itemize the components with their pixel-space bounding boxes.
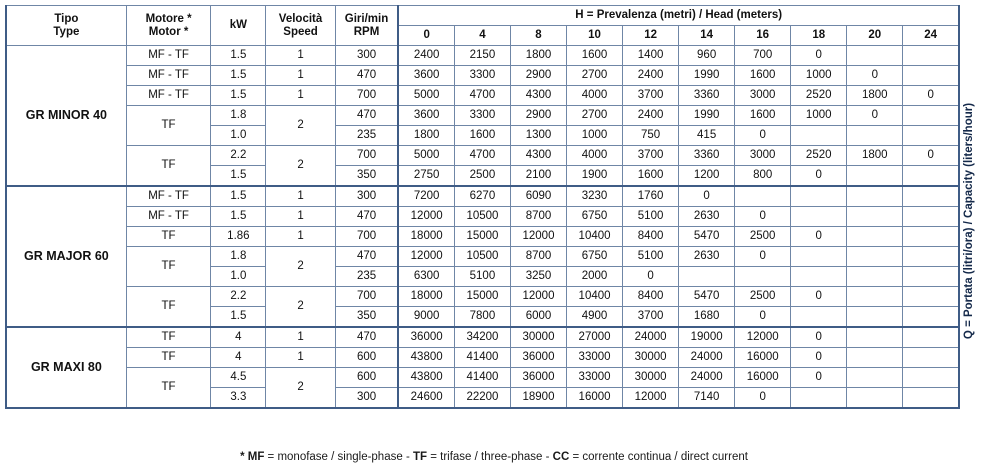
table-row	[6, 46, 959, 66]
rpm-value: 470	[335, 66, 398, 86]
flow-value: 10500	[454, 207, 510, 227]
flow-value	[903, 327, 959, 348]
header-head-4: 4	[454, 26, 510, 46]
flow-value: 12000	[398, 207, 454, 227]
flow-value: 5000	[398, 86, 454, 106]
flow-value: 33000	[567, 368, 623, 388]
flow-value: 0	[623, 267, 679, 287]
flow-value: 0	[735, 388, 791, 409]
flow-value: 1800	[510, 46, 566, 66]
flow-value: 1200	[679, 166, 735, 187]
flow-value	[847, 368, 903, 388]
flow-value: 27000	[567, 327, 623, 348]
motor-type: MF - TF	[126, 66, 211, 86]
flow-value: 4300	[510, 86, 566, 106]
flow-value: 2400	[398, 46, 454, 66]
flow-value	[847, 388, 903, 409]
flow-value	[903, 267, 959, 287]
flow-value: 10500	[454, 247, 510, 267]
flow-value: 0	[791, 166, 847, 187]
table-head	[6, 6, 959, 46]
kw-value: 1.86	[211, 227, 266, 247]
flow-value: 1600	[567, 46, 623, 66]
speed-value: 1	[266, 227, 335, 247]
flow-value	[791, 126, 847, 146]
header-type: Tipo Type	[6, 6, 126, 46]
flow-value: 3300	[454, 66, 510, 86]
kw-value: 1.5	[211, 166, 266, 187]
flow-value	[847, 186, 903, 207]
flow-value	[791, 388, 847, 409]
flow-value: 6750	[567, 207, 623, 227]
rpm-value: 700	[335, 227, 398, 247]
flow-value: 2000	[567, 267, 623, 287]
flow-value: 18000	[398, 287, 454, 307]
flow-value: 3000	[735, 146, 791, 166]
flow-value: 0	[735, 307, 791, 328]
flow-value: 0	[791, 287, 847, 307]
flow-value: 1900	[567, 166, 623, 187]
footnote-part: CC	[552, 451, 570, 463]
kw-value: 1.8	[211, 106, 266, 126]
flow-value: 1000	[791, 66, 847, 86]
flow-value: 7140	[679, 388, 735, 409]
kw-value: 1.5	[211, 307, 266, 328]
flow-value: 5100	[454, 267, 510, 287]
flow-value: 2900	[510, 106, 566, 126]
kw-value: 4.5	[211, 368, 266, 388]
header-motor: Motore * Motor *	[126, 6, 211, 46]
flow-value: 6270	[454, 186, 510, 207]
flow-value	[735, 186, 791, 207]
flow-value: 6750	[567, 247, 623, 267]
speed-value: 1	[266, 186, 335, 207]
header-head-group: H = Prevalenza (metri) / Head (meters)	[398, 6, 959, 26]
header-kw: kW	[211, 6, 266, 46]
flow-value: 1400	[623, 46, 679, 66]
flow-value: 36000	[398, 327, 454, 348]
rpm-value: 470	[335, 247, 398, 267]
rpm-value: 600	[335, 368, 398, 388]
rpm-value: 470	[335, 327, 398, 348]
motor-type: TF	[126, 106, 211, 146]
header-row-top	[6, 6, 959, 26]
pump-performance-table	[5, 5, 960, 409]
flow-value: 6090	[510, 186, 566, 207]
header-head-12: 12	[623, 26, 679, 46]
flow-value: 4700	[454, 86, 510, 106]
flow-value: 2700	[567, 66, 623, 86]
table-body	[6, 46, 959, 409]
flow-value: 33000	[567, 348, 623, 368]
flow-value: 15000	[454, 227, 510, 247]
flow-value	[847, 207, 903, 227]
flow-value: 8700	[510, 207, 566, 227]
flow-value	[847, 267, 903, 287]
flow-value: 34200	[454, 327, 510, 348]
flow-value: 15000	[454, 287, 510, 307]
table-row	[6, 287, 959, 307]
speed-value: 1	[266, 207, 335, 227]
flow-value	[903, 46, 959, 66]
flow-value	[847, 166, 903, 187]
flow-value: 7200	[398, 186, 454, 207]
flow-value: 12000	[510, 287, 566, 307]
spec-table-page	[0, 5, 988, 475]
flow-value	[679, 267, 735, 287]
group-name: GR MINOR 40	[6, 46, 126, 187]
rpm-value: 470	[335, 106, 398, 126]
flow-value: 1990	[679, 66, 735, 86]
motor-type: MF - TF	[126, 207, 211, 227]
table-row	[6, 348, 959, 368]
flow-value: 0	[791, 348, 847, 368]
flow-value: 0	[679, 186, 735, 207]
flow-value: 2500	[735, 227, 791, 247]
header-head-16: 16	[735, 26, 791, 46]
flow-value: 415	[679, 126, 735, 146]
kw-value: 4	[211, 348, 266, 368]
flow-value: 3000	[735, 86, 791, 106]
rpm-value: 700	[335, 287, 398, 307]
rpm-value: 350	[335, 166, 398, 187]
flow-value: 2750	[398, 166, 454, 187]
flow-value: 2150	[454, 46, 510, 66]
motor-type: TF	[126, 348, 211, 368]
footnote-part: * MF	[240, 451, 265, 463]
flow-value	[903, 348, 959, 368]
flow-value: 2100	[510, 166, 566, 187]
flow-value	[903, 106, 959, 126]
flow-value: 16000	[735, 368, 791, 388]
flow-value	[735, 267, 791, 287]
motor-type: TF	[126, 146, 211, 187]
flow-value: 2500	[454, 166, 510, 187]
flow-value: 9000	[398, 307, 454, 328]
flow-value: 800	[735, 166, 791, 187]
flow-value: 1990	[679, 106, 735, 126]
flow-value: 10400	[567, 227, 623, 247]
flow-value: 5100	[623, 207, 679, 227]
rpm-value: 300	[335, 186, 398, 207]
flow-value: 3230	[567, 186, 623, 207]
speed-value: 1	[266, 348, 335, 368]
flow-value: 0	[791, 46, 847, 66]
flow-value: 12000	[735, 327, 791, 348]
flow-value	[903, 368, 959, 388]
flow-value: 0	[791, 327, 847, 348]
table-row	[6, 86, 959, 106]
flow-value: 0	[735, 207, 791, 227]
flow-value: 12000	[623, 388, 679, 409]
motor-type: TF	[126, 368, 211, 409]
speed-value: 1	[266, 46, 335, 66]
flow-value	[847, 327, 903, 348]
flow-value	[791, 207, 847, 227]
flow-value	[847, 307, 903, 328]
table-row	[6, 146, 959, 166]
speed-value: 1	[266, 86, 335, 106]
flow-value: 4300	[510, 146, 566, 166]
flow-value	[847, 287, 903, 307]
kw-value: 1.5	[211, 66, 266, 86]
flow-value	[903, 247, 959, 267]
flow-value: 4000	[567, 146, 623, 166]
flow-value: 0	[847, 66, 903, 86]
kw-value: 1.5	[211, 207, 266, 227]
flow-value: 3250	[510, 267, 566, 287]
table-row	[6, 368, 959, 388]
group-name: GR MAXI 80	[6, 327, 126, 408]
flow-value: 6300	[398, 267, 454, 287]
flow-value	[847, 247, 903, 267]
flow-value: 1300	[510, 126, 566, 146]
flow-value: 5470	[679, 227, 735, 247]
flow-value	[791, 267, 847, 287]
flow-value	[903, 126, 959, 146]
flow-value: 2400	[623, 66, 679, 86]
kw-value: 1.8	[211, 247, 266, 267]
flow-value: 4000	[567, 86, 623, 106]
speed-value: 1	[266, 327, 335, 348]
flow-value: 5470	[679, 287, 735, 307]
flow-value: 41400	[454, 368, 510, 388]
flow-value: 3300	[454, 106, 510, 126]
flow-value	[791, 186, 847, 207]
flow-value	[903, 207, 959, 227]
motor-type: TF	[126, 327, 211, 348]
flow-value: 750	[623, 126, 679, 146]
flow-value: 6000	[510, 307, 566, 328]
table-row	[6, 66, 959, 86]
flow-value: 2630	[679, 247, 735, 267]
flow-value: 0	[847, 106, 903, 126]
flow-value: 1600	[735, 66, 791, 86]
flow-value	[903, 186, 959, 207]
flow-value: 1600	[623, 166, 679, 187]
flow-value	[903, 66, 959, 86]
flow-value: 3360	[679, 146, 735, 166]
header-rpm: Giri/min RPM	[335, 6, 398, 46]
flow-value: 2400	[623, 106, 679, 126]
kw-value: 2.2	[211, 146, 266, 166]
rpm-value: 470	[335, 207, 398, 227]
flow-value: 12000	[398, 247, 454, 267]
kw-value: 3.3	[211, 388, 266, 409]
flow-value: 1000	[791, 106, 847, 126]
kw-value: 1.0	[211, 126, 266, 146]
table-row	[6, 227, 959, 247]
flow-value: 24000	[623, 327, 679, 348]
rpm-value: 235	[335, 126, 398, 146]
flow-value: 22200	[454, 388, 510, 409]
motor-type: MF - TF	[126, 86, 211, 106]
flow-value	[847, 227, 903, 247]
flow-value: 0	[903, 86, 959, 106]
flow-value	[903, 307, 959, 328]
flow-value: 16000	[567, 388, 623, 409]
flow-value: 960	[679, 46, 735, 66]
kw-value: 1.0	[211, 267, 266, 287]
flow-value	[903, 287, 959, 307]
table-row	[6, 106, 959, 126]
flow-value	[903, 227, 959, 247]
flow-value: 0	[903, 146, 959, 166]
flow-value: 1800	[398, 126, 454, 146]
kw-value: 2.2	[211, 287, 266, 307]
header-head-10: 10	[567, 26, 623, 46]
flow-value: 36000	[510, 368, 566, 388]
flow-value: 1000	[567, 126, 623, 146]
header-head-18: 18	[791, 26, 847, 46]
header-head-0: 0	[398, 26, 454, 46]
flow-value	[903, 388, 959, 409]
header-head-14: 14	[679, 26, 735, 46]
rpm-value: 700	[335, 86, 398, 106]
motor-type: MF - TF	[126, 186, 211, 207]
flow-value: 8400	[623, 287, 679, 307]
footnote	[0, 451, 988, 463]
speed-value: 2	[266, 368, 335, 409]
flow-value: 10400	[567, 287, 623, 307]
flow-value: 4900	[567, 307, 623, 328]
flow-value: 5000	[398, 146, 454, 166]
table-row	[6, 207, 959, 227]
flow-value: 8700	[510, 247, 566, 267]
flow-value: 30000	[623, 368, 679, 388]
header-speed: Velocità Speed	[266, 6, 335, 46]
flow-value: 0	[791, 227, 847, 247]
rpm-value: 600	[335, 348, 398, 368]
flow-value: 3360	[679, 86, 735, 106]
flow-value	[847, 46, 903, 66]
flow-value: 16000	[735, 348, 791, 368]
flow-value: 19000	[679, 327, 735, 348]
speed-value: 2	[266, 287, 335, 328]
flow-value: 18000	[398, 227, 454, 247]
speed-value: 1	[266, 66, 335, 86]
motor-type: TF	[126, 247, 211, 287]
speed-value: 2	[266, 106, 335, 146]
footnote-part: = monofase / single-phase -	[264, 451, 413, 463]
rpm-value: 300	[335, 46, 398, 66]
flow-value: 12000	[510, 227, 566, 247]
flow-value: 2900	[510, 66, 566, 86]
flow-value: 2500	[735, 287, 791, 307]
flow-value: 41400	[454, 348, 510, 368]
flow-value: 1800	[847, 146, 903, 166]
header-head-24: 24	[903, 26, 959, 46]
flow-value: 2520	[791, 146, 847, 166]
flow-value: 3700	[623, 307, 679, 328]
flow-value: 1600	[454, 126, 510, 146]
footnote-part: TF	[412, 451, 428, 463]
kw-value: 1.5	[211, 46, 266, 66]
footnote-part: = trifase / three-phase -	[427, 451, 553, 463]
flow-value: 1760	[623, 186, 679, 207]
flow-value	[847, 126, 903, 146]
flow-value: 700	[735, 46, 791, 66]
flow-value: 30000	[623, 348, 679, 368]
flow-value: 1680	[679, 307, 735, 328]
flow-value: 3600	[398, 66, 454, 86]
motor-type: MF - TF	[126, 46, 211, 66]
capacity-side-label: Q = Portata (litri/ora) / Capacity (liters/hour)	[963, 102, 975, 339]
flow-value: 0	[791, 368, 847, 388]
speed-value: 2	[266, 146, 335, 187]
flow-value: 2630	[679, 207, 735, 227]
flow-value: 0	[735, 126, 791, 146]
speed-value: 2	[266, 247, 335, 287]
flow-value	[903, 166, 959, 187]
flow-value: 2520	[791, 86, 847, 106]
footnote-part: = corrente continua / direct current	[569, 451, 748, 463]
header-head-20: 20	[847, 26, 903, 46]
flow-value: 4700	[454, 146, 510, 166]
motor-type: TF	[126, 287, 211, 328]
flow-value: 43800	[398, 348, 454, 368]
rpm-value: 350	[335, 307, 398, 328]
flow-value: 36000	[510, 348, 566, 368]
table-row	[6, 327, 959, 348]
flow-value: 2700	[567, 106, 623, 126]
flow-value: 0	[735, 247, 791, 267]
flow-value: 24000	[679, 368, 735, 388]
flow-value: 1600	[735, 106, 791, 126]
table-row	[6, 186, 959, 207]
flow-value: 8400	[623, 227, 679, 247]
rpm-value: 700	[335, 146, 398, 166]
flow-value: 43800	[398, 368, 454, 388]
rpm-value: 300	[335, 388, 398, 409]
flow-value: 18900	[510, 388, 566, 409]
flow-value: 1800	[847, 86, 903, 106]
flow-value	[791, 307, 847, 328]
flow-value: 3700	[623, 86, 679, 106]
kw-value: 4	[211, 327, 266, 348]
motor-type: TF	[126, 227, 211, 247]
flow-value: 5100	[623, 247, 679, 267]
table-row	[6, 247, 959, 267]
flow-value	[791, 247, 847, 267]
flow-value: 7800	[454, 307, 510, 328]
kw-value: 1.5	[211, 186, 266, 207]
flow-value: 3600	[398, 106, 454, 126]
group-name: GR MAJOR 60	[6, 186, 126, 327]
flow-value: 3700	[623, 146, 679, 166]
kw-value: 1.5	[211, 86, 266, 106]
header-head-8: 8	[510, 26, 566, 46]
flow-value: 24600	[398, 388, 454, 409]
rpm-value: 235	[335, 267, 398, 287]
flow-value: 30000	[510, 327, 566, 348]
flow-value: 24000	[679, 348, 735, 368]
flow-value	[847, 348, 903, 368]
